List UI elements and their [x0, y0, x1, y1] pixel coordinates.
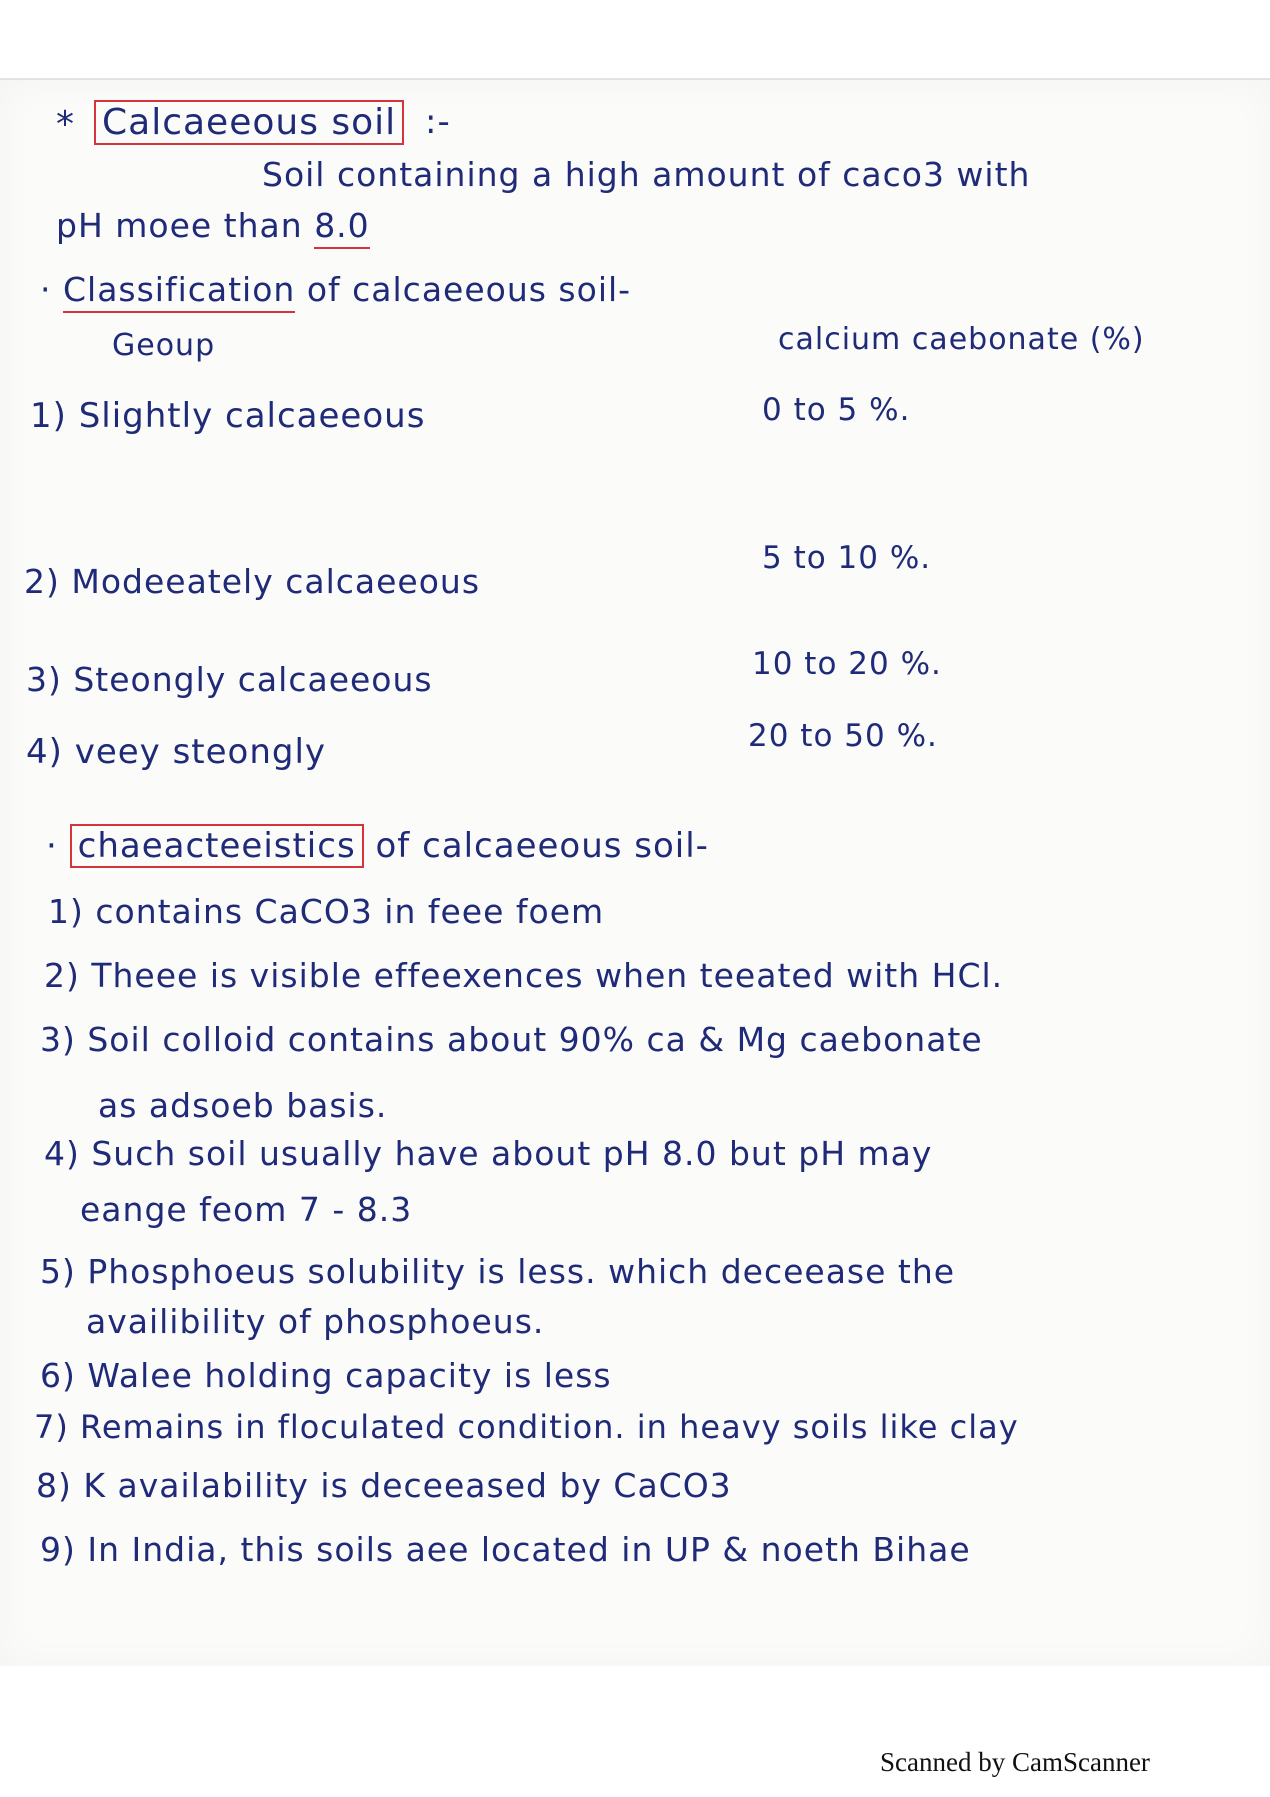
characteristic-item: 1) contains CaCO3 in feee foem	[48, 892, 605, 931]
characteristic-item: 3) Soil colloid contains about 90% ca & Mg caebonate	[40, 1020, 983, 1059]
characteristic-item: eange feom 7 - 8.3	[80, 1190, 413, 1229]
scanner-watermark: Scanned by CamScanner	[880, 1747, 1150, 1777]
characteristic-item: 6) Walee holding capacity is less	[40, 1356, 612, 1395]
column-header-caco3: calcium caebonate (%)	[778, 322, 1145, 357]
class-row-range: 5 to 10 %.	[762, 540, 932, 576]
characteristic-item: 5) Phosphoeus solubility is less. which deceease the	[40, 1252, 956, 1291]
asterisk-bullet: *	[56, 104, 74, 145]
characteristic-item: 4) Such soil usually have about pH 8.0 but pH may	[44, 1134, 933, 1173]
characteristic-item: as adsoeb basis.	[98, 1086, 388, 1125]
class-row-group: 4) veey steongly	[26, 732, 327, 772]
ph-value: 8.0	[314, 206, 369, 249]
class-row-group: 1) Slightly calcaeeous	[30, 396, 426, 436]
class-row-group: 2) Modeeately calcaeeous	[24, 562, 481, 601]
characteristic-item: 7) Remains in floculated condition. in heavy soils like clay	[34, 1408, 1019, 1446]
class-row-group: 3) Steongly calcaeeous	[26, 660, 433, 699]
definition-line-2: pH moee than 8.0	[56, 206, 370, 245]
class-row-range: 0 to 5 %.	[762, 392, 911, 428]
characteristic-item: 9) In India, this soils aee located in UP & noeth Bihae	[40, 1530, 971, 1569]
definition-line-1: Soil containing a high amount of caco3 with	[262, 155, 1031, 194]
class-row-range: 20 to 50 %.	[748, 718, 938, 754]
column-header-group: Geoup	[112, 328, 216, 363]
characteristic-item: 8) K availability is deceeased by CaCO3	[36, 1466, 732, 1505]
characteristics-title: · chaeacteeistics of calcaeeous soil-	[46, 826, 709, 866]
heading-title: Calcaeeous soil	[94, 100, 404, 145]
characteristic-item: availibility of phosphoeus.	[86, 1302, 545, 1341]
class-row-range: 10 to 20 %.	[752, 646, 942, 682]
classification-title: · Classification of calcaeeous soil-	[40, 270, 631, 309]
characteristic-item: 2) Theee is visible effeexences when teeated with HCl.	[44, 956, 1004, 995]
heading-suffix: :-	[425, 102, 451, 142]
